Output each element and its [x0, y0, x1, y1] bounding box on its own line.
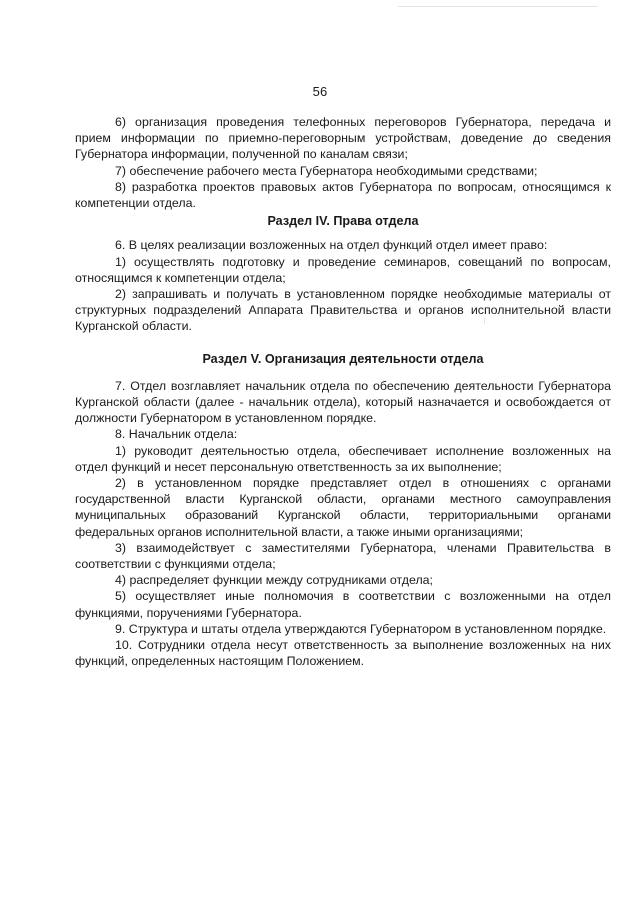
clause-8-item-3: 3) взаимодействует с заместителями Губернатора, членами Правительства в соответствии с функциями отдела;: [75, 540, 611, 572]
document-body: [75, 114, 611, 670]
clause-9: 9. Структура и штаты отдела утверждаются Губернатором в установленном порядке.: [115, 621, 607, 636]
clause-8: 8. Начальник отдела:: [115, 427, 238, 442]
clause-8-item-5: 5) осуществляет иные полномочия в соответствии с возложенными на отдел функциями, поручениями Губернатора.: [75, 589, 611, 620]
paragraph-item-6: 6) организация проведения телефонных переговоров Губернатора, передача и прием информации по приемно-переговорным устройствам, доведение до сведения Губернатора информации, полученной по каналам связи;: [75, 115, 611, 162]
page-number: 56: [312, 84, 328, 99]
clause-8-item-4: 4) распределяет функции между сотрудниками отдела;: [115, 573, 434, 588]
paragraph-item-8: 8) разработка проектов правовых актов Губернатора по вопросам, относящимся к компетенции отдела.: [75, 179, 611, 211]
clause-8-item-1: 1) руководит деятельностью отдела, обеспечивает исполнение возложенных на отдел функций и несет персональную ответственность за их выполнение;: [75, 443, 611, 474]
clause-7: 7. Отдел возглавляет начальник отдела по обеспечению деятельности Губернатора Курганской области (далее - начальник отдела), который назначается и освобождается от должности Губернатором в установленном порядке.: [75, 378, 611, 426]
clause-6-item-2: 2) запрашивать и получать в установленном порядке необходимые материалы от структурных подразделений Аппарата Правительства и органов исполнительной власти Курганской области.: [75, 287, 611, 334]
clause-10: 10. Сотрудники отдела несут ответственность за выполнение возложенных на них функций, определенных настоящим Положением.: [75, 638, 611, 669]
scan-artifact-top-right: [398, 6, 598, 7]
clause-8-item-2: 2) в установленном порядке представляет отдел в отношениях с органами государственной власти Курганской области, органами местного самоуправления муниципальных образований Курганской области, территориальными органами федеральных органов исполнительной власти, а также иными организациями;: [75, 476, 611, 539]
section-5-heading: Раздел V. Организация деятельности отдела: [202, 351, 484, 366]
clause-6: 6. В целях реализации возложенных на отдел функций отдел имеет право:: [115, 238, 548, 253]
section-4-heading: Раздел IV. Права отдела: [267, 214, 419, 229]
clause-6-item-1: 1) осуществлять подготовку и проведение семинаров, совещаний по вопросам, относящимся к компетенции отдела;: [75, 254, 611, 285]
paragraph-item-7: 7) обеспечение рабочего места Губернатора необходимыми средствами;: [115, 163, 538, 178]
